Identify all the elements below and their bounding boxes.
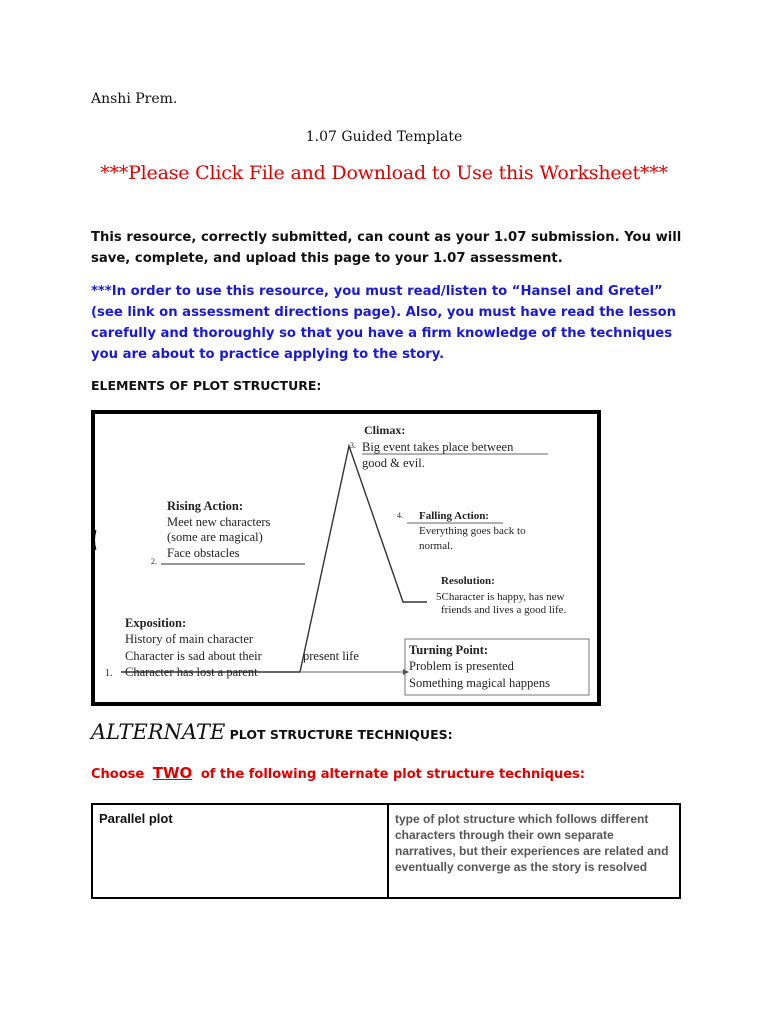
exposition-title: Exposition: — [125, 616, 187, 630]
table-row — [92, 804, 680, 898]
alternate-heading-small: PLOT STRUCTURE TECHNIQUES: — [225, 727, 453, 742]
rising-line-3: Face obstacles — [167, 546, 240, 560]
techniques-table — [91, 803, 681, 899]
student-name: Anshi Prem. — [91, 91, 178, 107]
climax-line-1: Big event takes place between — [362, 440, 514, 454]
turning-line-1: Problem is presented — [409, 659, 514, 673]
exposition-line-1: History of main character — [125, 632, 254, 646]
rising-line-1: Meet new characters — [167, 515, 271, 529]
alternate-heading-big: ALTERNATE — [91, 720, 226, 744]
climax-line-2: good & evil. — [362, 456, 425, 470]
rising-num: 2. — [151, 557, 157, 566]
exposition-line-2b: present life — [303, 649, 359, 663]
exposition-line-3: Character has lost a parent — [125, 665, 258, 679]
technique-definition: type of plot structure which follows different characters through their own separate narratives, but their experiences are related and eventually converge as the story is resolved — [388, 804, 680, 898]
falling-num: 4. — [397, 511, 403, 520]
resolution-line-1: 5Character is happy, has new — [436, 591, 565, 603]
turning-line-2: Something magical happens — [409, 676, 550, 690]
rising-title: Rising Action: — [167, 499, 244, 513]
elements-heading: ELEMENTS OF PLOT STRUCTURE: — [91, 378, 322, 393]
technique-term: Parallel plot — [92, 804, 388, 898]
falling-line-2: normal. — [419, 540, 453, 552]
resolution-title: Resolution: — [441, 575, 495, 587]
choose-after: of the following alternate plot structure techniques: — [200, 767, 585, 782]
exposition-line-2: Character is sad about their — [125, 649, 262, 663]
instructions-paragraph: ***In order to use this resource, you must read/listen to “Hansel and Gretel” (see link on assessment directions page). Also, you must have read the lesson carefully and thoroughly so that you have a firm knowledge of the techniques you are about to practice applying to the story. — [91, 284, 677, 362]
rising-line-2: (some are magical) — [167, 530, 263, 544]
falling-title: Falling Action: — [419, 510, 489, 522]
intro-paragraph: This resource, correctly submitted, can count as your 1.07 submission. You will save, complete, and upload this page to your 1.07 assessment. — [91, 230, 682, 266]
template-title: 1.07 Guided Template — [305, 129, 463, 145]
climax-title: Climax: — [364, 423, 406, 437]
alternate-heading — [91, 720, 453, 744]
diagram-edge-mark — [94, 530, 96, 550]
turning-title: Turning Point: — [409, 643, 489, 657]
resolution-line-2: friends and lives a good life. — [441, 604, 567, 616]
falling-line-1: Everything goes back to — [419, 525, 526, 537]
exposition-num: 1. — [105, 668, 113, 679]
climax-num: 3. — [350, 441, 356, 450]
download-notice: ***Please Click File and Download to Use this Worksheet*** — [100, 162, 668, 184]
choose-before: Choose — [91, 767, 145, 782]
choose-emphasis: TWO — [152, 764, 193, 782]
choose-instruction — [91, 764, 585, 782]
plot-structure-diagram — [91, 410, 601, 706]
